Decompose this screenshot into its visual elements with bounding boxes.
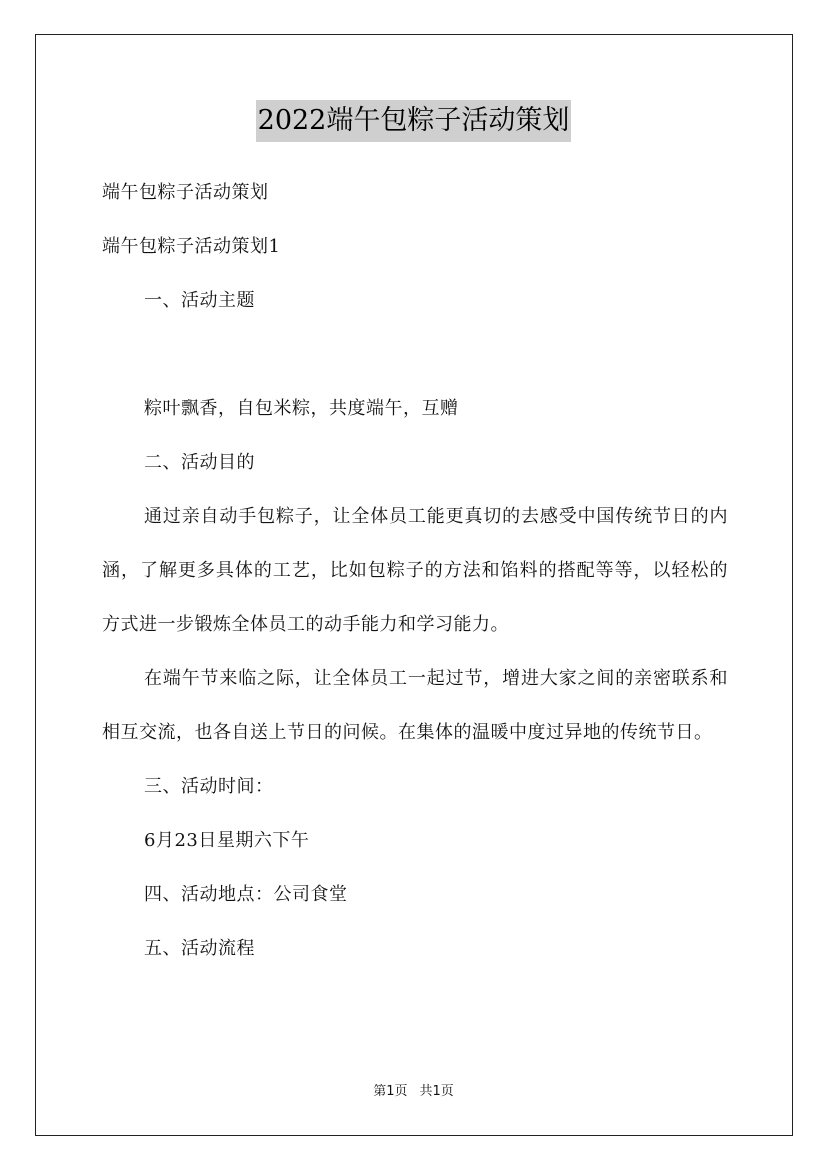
- paragraph-theme-text: 粽叶飘香，自包米粽，共度端午，互赠: [144, 398, 459, 419]
- paragraph-subtitle: 端午包粽子活动策划: [102, 182, 269, 203]
- paragraph-purpose-1: 通过亲自动手包粽子，让全体员工能更真切的去感受中国传统节日的内涵，了解更多具体的工艺，比如包粽子的方法和馅料的搭配等等，以轻松的方式进一步锻炼全体员工的动手能力和学习能力。: [102, 506, 728, 635]
- document-body: [102, 166, 728, 976]
- title-container: [0, 100, 827, 142]
- page-total: 共1页: [419, 1084, 454, 1099]
- blank-line: [102, 328, 728, 382]
- heading-activity-purpose: 二、活动目的: [144, 452, 255, 473]
- heading-activity-location: 四、活动地点：公司食堂: [144, 884, 348, 905]
- page-footer: [0, 1082, 827, 1102]
- document-title: 2022端午包粽子活动策划: [256, 100, 572, 142]
- heading-activity-theme: 一、活动主题: [144, 290, 255, 311]
- heading-activity-time: 三、活动时间：: [144, 776, 274, 797]
- heading-activity-process: 五、活动流程: [144, 938, 255, 959]
- page-number: 第1页: [373, 1084, 408, 1099]
- paragraph-section-heading: 端午包粽子活动策划1: [102, 236, 281, 257]
- paragraph-time-text: 6月23日星期六下午: [144, 830, 310, 851]
- paragraph-purpose-2: 在端午节来临之际，让全体员工一起过节，增进大家之间的亲密联系和相互交流，也各自送上节日的问候。在集体的温暖中度过异地的传统节日。: [102, 668, 728, 743]
